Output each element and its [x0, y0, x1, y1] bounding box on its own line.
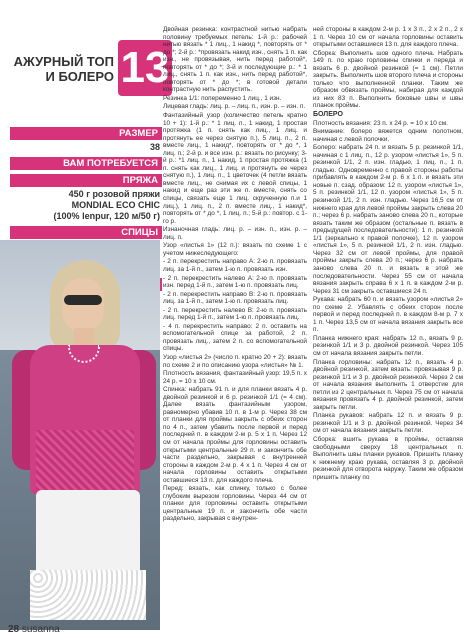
magazine-brand: susanna [21, 624, 60, 635]
instruction-paragraph: Изнаночная гладь: лиц. р. – изн. п., изн. р. – лиц. п. [163, 226, 307, 241]
pattern-title [10, 54, 114, 84]
instruction-paragraph: Рукава: набрать 60 п. и вязать узором «листья 2» по схеме 2. Убавлять с обеих сторон после первой и перед последней п. в каждом 8-м р. 7 х 1 п. Через 13,5 см от начала вязания закрыть все п. [313, 296, 463, 334]
page-footer [8, 624, 60, 635]
top-margin [0, 0, 473, 10]
yarn-line: MONDIAL ECO CHIC [71, 200, 160, 210]
instruction-paragraph: Перед: вязать, как спинку, только с более глубоким вырезом горловины. Через 44 см от планки для горловины оставить открытыми центральные 19 п. и закончить обе части раздельно, закрывая с внутрен- [163, 485, 307, 523]
instruction-paragraph: - 2 п. перекрестить налево А: 2-ю п. провязать изн. перед 1-й п., затем 1-ю п. провязать лиц. [163, 274, 307, 290]
model-face [62, 278, 104, 332]
pattern-title-line1: АЖУРНЫЙ ТОП [13, 54, 114, 69]
instruction-paragraph: - 2 п. перекрестить направо А: 2-ю п. провязать лиц. за 1-й п., затем 1-ю п. провязать изн. [163, 258, 307, 273]
instruction-paragraph: Болеро: набрать 24 п. и вязать 5 р. резинкой 1/1, начиная с 1 лиц. п., 12 р. узором «листья 1», 5 п. резинкой 1/1, 2 п. изн. гладью, 1 лиц. п., 1 п. гладью. Одновременно с правой стороны работы прибавлять в каждом 2-м р. 6 х 1 п. и вязать эти новые п. сзад. образом: 12 п. узором «листья 1», 5 п. резинкой 1/1, 12 п. узором «листья 1», 5 п. резинкой 1/1, 2 п. изн. гладью. Через 16,5 см от нижнего края для левой проймы закрыть слева 20 п.; через 6 р. набрать заново слева 20 п., которые вязать таким же образом (остальные п. вязать в предыдущей последовательности): 1 п. резинкой 1/1 (зеркально к правой полочке), 12 п. узором «листья 1», 5 п. резинкой 1/1, 2 п. изн. гладью. Через 32 см от левой проймы, для правой проймы закрыть слева 20 п.; через 6 р. набрать заново слева 20 п. и вязать в этой же последовательности. Через 55 см от начала вязания закрыть справа 6 х 1 п. в каждом 2-м р. Через 31 см закрыть оставшиеся 24 п. [313, 144, 463, 295]
yarn-line: 450 г розовой пряжи [68, 189, 160, 199]
instruction-paragraph: Двойная резинка: контрастной нитью набрать половину требуемых петель: 1-й р.: рабочей нитью вязать * 1 лиц., 1 накид *, повторять от * до *; 2-й р.: *провязать накид изн., снять 1 п. как изн., не провязывая, нить перед работой*, повторять от * до *; 3-й и последующие р.: * 1 лиц., снять 1 п. как изн., нить перед работой*, повторять от * до *; в готовой детали контрастную нить распустить. [163, 26, 307, 94]
instruction-paragraph: Узор «листья 1» (12 п.): вязать по схеме 1 с учетом нижеследующего: [163, 242, 307, 257]
instruction-paragraph: Узор «листья 2» (число п. кратно 20 + 2): вязать по схеме 2 и по описанию узора «листья» № 1. [163, 353, 307, 369]
section-heading-bolero: БОЛЕРО [313, 111, 343, 119]
instruction-paragraph: - 2 п. перекрестить направо В: 2-ю п. провязать лиц. за 1-й п., затем 1-ю п. провязать лиц. [163, 290, 307, 306]
yarn-line: (100% lenpur, 120 м/50 г) [53, 211, 160, 221]
model-photo [0, 240, 160, 630]
title-block [10, 40, 170, 100]
instruction-paragraph: Плотность вязания, фантазийный узор: 19,5 п. х 24 р. = 10 х 10 см. [163, 370, 307, 385]
instructions-column-middle [163, 26, 307, 622]
instruction-paragraph: Спинка: набрать 91 п. и для планки вязать 4 р. двойной резинкой и 6 р. резинкой 1/1 (= 4 см). Далее вязать фантазийным узором, равномерно убавив 10 п. в 1-м р. Через 38 см от планки для проймы закрыть с обеих сторон по 4 п., затем убавить после первой и перед последней п. в каждом 2-м р. 5 х 1 п. Через 12 см от начала проймы для горловины оставить открытыми центральные 29 п. и закончить обе части раздельно, закрывая с внутренней стороны в каждом 2-м р. 4 х 1 п. Через 4 см от начала горловины оставить открытыми оставшиеся 13 п. для каждого плеча. [163, 386, 307, 484]
instruction-paragraph: Фантазийный узор (количество петель кратно 10 + 1): 1-й р.: * 1 лиц. п., 1 накид, 1 простая протяжка (1 п. снять как лиц., 1 лиц. и протянуть ее через снятую п.), 5 лиц. п., 2 п. вместе лиц., 1 накид*, повторять от * до *, 1 лиц. п.; 2-й р. и все изн. р.: вязать по рисунку; 3-й р.: *1 лиц. п., 1 накид, 1 простая протяжка (1 п. снять как лиц., 1 лиц. и протянуть ее через снятую п.), 1 лиц. п., 1 цветочек (4 петли вязать вместе лиц., не снимая их с левой спицы, 1 накид и еще раз эти же п. вместе, снять со спицы, связать еще 1 лиц. скрученную п.и 1 лиц.), 1 лиц. п., 2 п. вместе лиц., 1 накид*, повторять от * до *, 1 лиц. п.; 5-й р.: повтор. с 1-го р. [163, 112, 307, 225]
instruction-paragraph: Планка нижнего края: набрать 12 п., вязать 9 р. резинкой 1/1 и 3 р. двойной резинкой. Через 105 см от начала вязания закрыть петли. [313, 334, 463, 357]
yarn-value [10, 187, 162, 225]
materials-heading: ВАМ ПОТРЕБУЕТСЯ [10, 157, 162, 170]
pattern-number: 13 [120, 43, 170, 92]
instruction-paragraph: Резинка 1/1: попеременно 1 лиц., 1 изн. [163, 94, 282, 102]
instruction-paragraph: Внимание: болеро вяжется одним полотном, начиная с левой полочки. [313, 128, 463, 143]
yarn-heading: ПРЯЖА [10, 174, 162, 187]
instruction-paragraph: - 4 п. перекрестить направо: 2 п. оставить на вспомогательной спице за работой, 2 п. провязать лиц., затем 2 п. со вспомогательной спицы. [163, 322, 307, 353]
instruction-paragraph: Планка рукавов: набрать 12 п. и вязать 9 р. резинкой 1/1 и 3 р. двойной резинкой. Через 34 см от начала вязания закрыть петли. [313, 412, 463, 435]
page-number: 28 [8, 624, 20, 635]
instruction-paragraph: - 2 п. перекрестить налево В: 2-ю п. провязать лиц. перед 1-й п., затем 1-ю п. провязать лиц. [163, 306, 307, 322]
size-heading: РАЗМЕР [10, 127, 162, 140]
instruction-paragraph: Лицевая гладь: лиц. р. – лиц. п., изн. р. – изн. п. [163, 103, 306, 111]
instruction-paragraph: Сборка: Выполнить шов одного плеча. Набрать 149 п. по краю горловины спинки и переда и вязать 6 р. двойной резинкой (= 1 см). Петли закрыть. Выполнить шов второго плеча и стороны только что выполненной планки. Таким же образом обвязать проймы, набирая для каждой из них 83 п. Выполнить боковые швы и швы планок проймы. [313, 49, 463, 110]
instruction-paragraph: Планка горловины: набрать 12 п., вязать 4 р. двойной резинкой, затем вязать: провязывая 9 р. резинкой 1/1 и 3 р. двойной резинкой. Через 2 см от начала вязания выполнить 1 отверстие для петли из 2 центральных п. Через 75 см от начала вязания провязать 4 р. двойной резинкой, затем закрыть петли. [313, 358, 463, 411]
needles-heading: СПИЦЫ [10, 226, 162, 239]
instruction-paragraph: Плотность вязания: 23 п. х 24 р. = 10 х 10 см. [313, 119, 448, 127]
pattern-title-line2: И БОЛЕРО [45, 69, 114, 84]
lace-pattern [36, 430, 134, 490]
instruction-paragraph: ней стороны в каждом 2-м р. 1 х 3 п., 2 х 2 п., 2 х 1 п. Через 10 см от начала горловины оставить открытыми оставшиеся 13 п. для каждого плеча. [313, 26, 463, 49]
instruction-paragraph: Сборка: вшить рукава в проймы, оставляя свободными сверху 18 центральных п. Выполнить швы планки рукавов. Пришить планку к нижнему краю рукава, оставляя 3 р. двойной резинкой для отворота наружу. Таким же образом пришить планку по [313, 435, 463, 481]
skirt-lace-hem [30, 570, 146, 620]
sunglasses [64, 295, 102, 305]
instructions-column-right [313, 26, 463, 622]
size-value: 38 [149, 142, 160, 152]
